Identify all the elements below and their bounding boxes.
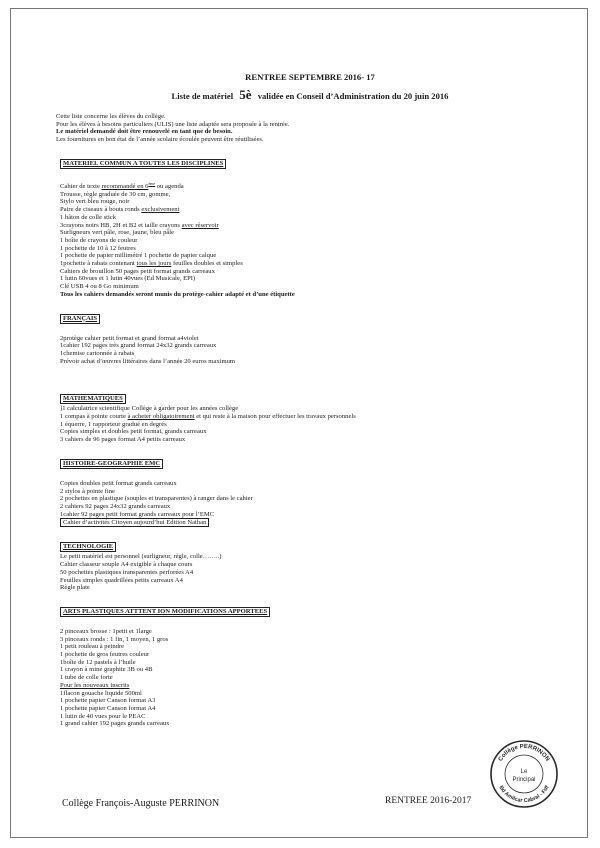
list-item: Cahier d’activités Citoyen aujourd’hui Edition Nathan [60, 518, 560, 527]
list-item: 1 grand cahier 192 pages grands carreaux [60, 720, 170, 728]
list-item: 50 pochettes plastiques transparentes perforées A4 [60, 568, 194, 576]
section-francais [60, 307, 560, 366]
list-item: 1 compas à pointe courte à acheter obligatoirement et qui reste à la maison pour effectuer les travaux personnels [60, 413, 356, 421]
list-item: 1 boîte de crayons de couleur [60, 236, 138, 244]
list-item: 1 bâton de colle stick [60, 213, 117, 221]
list-item: ]1 calculatrice scientifique Collège à garder pour les années collège [60, 405, 239, 413]
list-item: 2 pinceaux brosse : 1petit et 1large [60, 627, 152, 635]
list-item: 2 stylos à pointe fine [60, 487, 115, 495]
intro-line: Le matériel demandé doit être renouvelé en tant que de besoin. [56, 128, 233, 136]
section-techno [60, 535, 560, 592]
title-block [60, 72, 560, 103]
list-item: 1 crayon à mine graphite 3B ou 4B [60, 666, 153, 674]
section-histoire [60, 452, 560, 528]
section-heading: TECHNOLOGIE [60, 542, 116, 552]
stamp-line2: Principal [512, 777, 536, 783]
list-item: Clé USB 4 ou 8 Go minimum [60, 283, 139, 291]
footer-school-name: Collège François-Auguste PERRINON [62, 798, 220, 809]
list-item: Cahier classeur souple A4 exigible à chaque cours [60, 561, 193, 569]
list-item: 1 pochette papier Canson format A3 [60, 697, 156, 705]
intro-line: Cette liste concerne les élèves du collège. [56, 113, 166, 120]
list-item: 1 pochette de 10 à 12 feutres [60, 244, 136, 252]
list-item: Cahier de texte recommandé en 6ème ou agenda [60, 180, 184, 190]
section-heading: MATHEMATIQUES [60, 394, 126, 404]
list-item: 1boîte de 12 pastels à l’huile [60, 658, 136, 666]
subtitle-pre: Liste de matériel [171, 91, 234, 101]
list-item: 1 lutin de 40 vues pour le PEAC [60, 712, 146, 720]
list-item: Surligneurs vert pâle, rose, jaune, bleu pâle [60, 229, 175, 237]
list-item: 1cahier 92 pages petit format grands carreaux pour l’EMC [60, 510, 215, 518]
section-heading: ARTS PLASTIQUES ATTTENT ION MODIFICATIONS APPORTEES [60, 607, 270, 617]
stamp-bottom-text: Bd Amilcar Cabral - Fdf [497, 784, 551, 805]
list-item: 1pochette à rabats contenant tous les jours feuilles doubles et simples [60, 260, 243, 268]
list-item: 1 petit rouleau à peindre [60, 643, 125, 651]
list-item: Pour les nouveaux inscrits [60, 681, 130, 689]
document-body [56, 72, 560, 736]
list-item: Règle plate [60, 584, 90, 592]
list-item: 1 équerre, 1 rapporteur gradué en degrés [60, 420, 167, 428]
subtitle-post: validée en Conseil d’Administration du 20 juin 2016 [257, 91, 449, 101]
grade-level: 5è [239, 87, 252, 102]
section-heading: FRANÇAIS [60, 314, 100, 324]
list-item: 2 pochettes en plastique (souples et transparentes) à ranger dans le cahier [60, 495, 253, 503]
stamp-line1: Le [520, 769, 528, 775]
intro-text [56, 113, 560, 144]
list-item: 1 pochette de gros feutres couleur [60, 651, 150, 659]
section-arts [60, 600, 560, 728]
list-item: 1 tube de colle forte [60, 674, 113, 682]
section-maths [60, 387, 560, 444]
list-item: Le petit matériel est personnel (surligneur, règle, colle……..) [60, 553, 222, 561]
list-item: 2protège cahier petit format et grand format a4violet [60, 334, 199, 342]
list-item: Trousse, règle graduée de 30 cm, gomme, [60, 190, 171, 198]
list-item: 2 cahiers 92 pages 24x32 grands carreaux [60, 502, 171, 510]
list-item: Prévoir achat d’œuvres littéraires dans l’année 20 euros maximum [60, 357, 236, 365]
list-item: Copies simples et doubles petit format, grands carreaux [60, 428, 207, 436]
list-item: 1chemise cartonnée à rabats [60, 349, 135, 357]
section-heading: HISTOIRE-GEOGRAPHIE EMC [60, 459, 163, 469]
list-item: 1flacon gouache liquide 500ml [60, 689, 142, 697]
list-item: 3crayons noirs HB, 2H et B2 et taille crayons avec réservoir [60, 221, 219, 229]
list-item: Tous les cahiers demandés seront munis du protège-cahier adapté et d’une étiquette [60, 290, 295, 298]
page-subtitle [60, 88, 560, 103]
list-item: Cahiers de brouillon 50 pages petit format grands carreaux [60, 267, 215, 275]
stamp-top-text: Collège PERRINON [497, 743, 551, 763]
list-item: 1 pochette de papier millimétré 1 pochette de papier calque [60, 252, 217, 260]
section-heading: MATERIEL COMMUN A TOUTES LES DISCIPLINES [60, 159, 226, 169]
list-item: Paire de ciseaux à bouts ronds exclusivement [60, 206, 180, 214]
intro-line: Les fournitures en bon état de l’année scolaire écoulée peuvent être réutilisées. [56, 136, 264, 144]
intro-line: Pour les élèves à besoins particuliers (ULIS) une liste adaptée sera proposée à la rentrée. [56, 120, 290, 128]
list-item: Stylo vert bleu rouge, noir [60, 198, 130, 206]
page-title: RENTREE SEPTEMBRE 2016- 17 [245, 72, 375, 82]
list-item: Feuilles simples quadrillées petits carreaux A4 [60, 576, 183, 584]
list-item: 3 pinceaux ronds : 1 fin, 1 moyen, 1 gros [60, 635, 169, 643]
list-item: 1cahier 192 pages très grand format 24x32 grands carreaux [60, 342, 217, 350]
section-commun [60, 152, 560, 299]
list-item: 1 pochette papier Canson format A4 [60, 704, 156, 712]
list-item: Copies doubles petit format grands carreaux [60, 479, 177, 487]
list-item: 1 lutin 60vues et 1 lutin 40vues (Ed Musicale, EPI) [60, 275, 196, 283]
footer-rentree: RENTREE 2016-2017 [385, 796, 472, 806]
principal-stamp [488, 738, 560, 810]
list-item: 3 cahiers de 96 pages format A4 petits carreaux [60, 436, 186, 444]
